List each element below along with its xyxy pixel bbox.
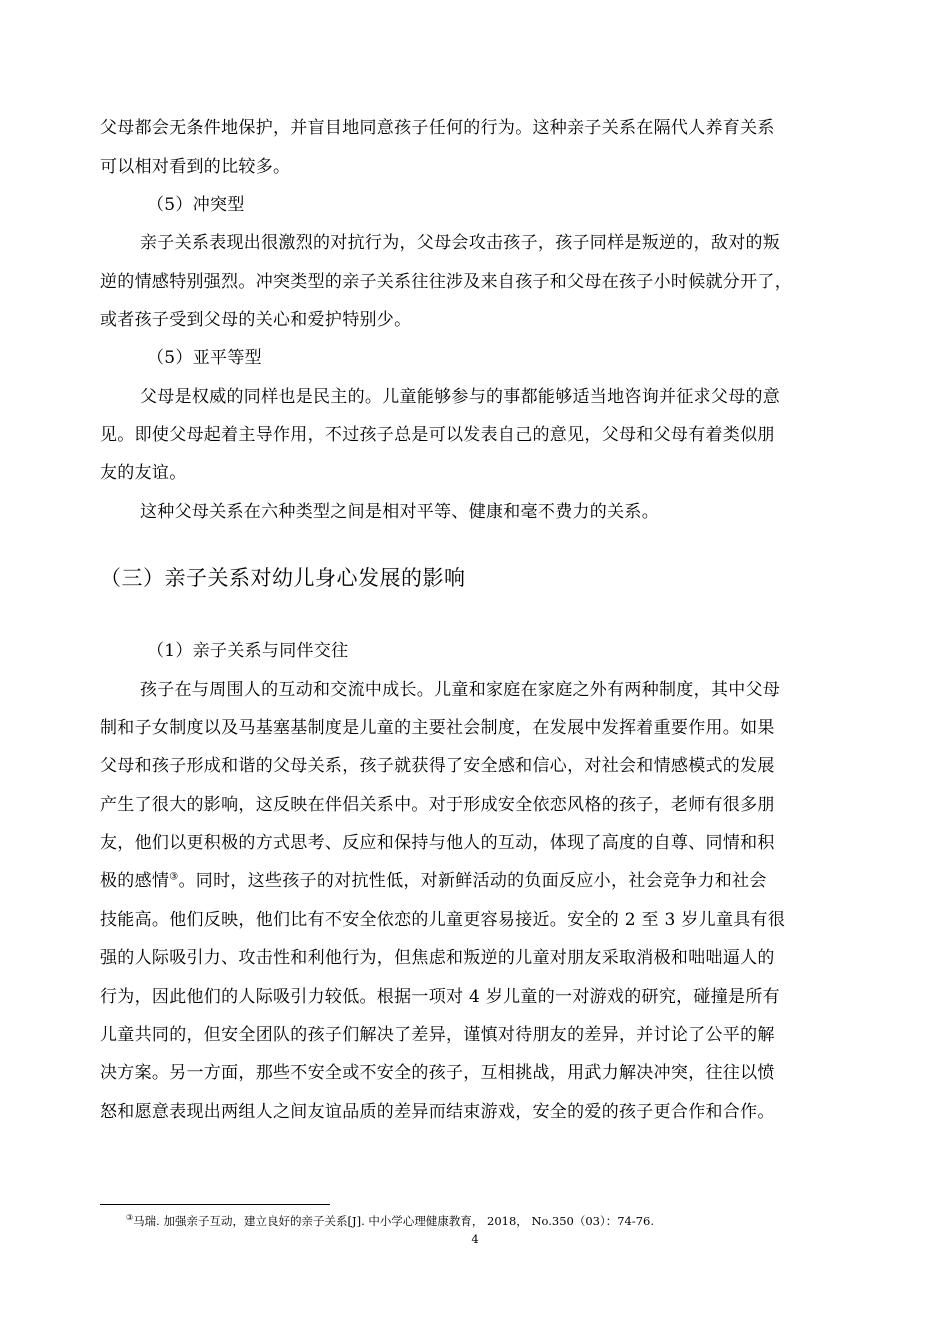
footnote-reference[interactable]: ③ [169,871,179,883]
paragraph-line: 亲子关系表现出很激烈的对抗行为，父母会攻击孩子，孩子同样是叛逆的，敌对的叛 [140,233,781,253]
subsection-title-peer: （1）亲子关系与同伴交往 [147,641,349,661]
paragraph-line: 父母和孩子形成和谐的父母关系，孩子就获得了安全感和信心，对社会和情感模式的发展 [100,756,775,776]
paragraph-line: 可以相对看到的比较多。 [100,157,291,177]
paragraph-line: 这种父母关系在六种类型之间是相对平等、健康和毫不费力的关系。 [140,502,659,522]
paragraph-line: 强的人际吸引力、攻击性和利他行为，但焦虑和叛逆的儿童对朋友采取消极和咄咄逼人的 [100,948,775,968]
footnote-marker: ③ [126,1213,134,1223]
paragraph-line: 行为，因此他们的人际吸引力较低。根据一项对 4 岁儿童的一对游戏的研究，碰撞是所有 [100,987,780,1007]
paragraph-line: 或者孩子受到父母的关心和爱护特别少。 [100,310,412,330]
subsection-title-equal: （5）亚平等型 [147,348,262,368]
page-number: 4 [471,1232,479,1246]
footnote-text: 马瑞. 加强亲子互动，建立良好的亲子关系[J]. 中小学心理健康教育， 2018， No.350（03）：74-76. [133,1214,655,1228]
paragraph-line: 怒和愿意表现出两组人之间友谊品质的差异而结束游戏，安全的爱的孩子更合作和合作。 [100,1102,775,1122]
paragraph-line: 产生了很大的影响，这反映在伴侣关系中。对于形成安全依恋风格的孩子，老师有很多朋 [100,795,775,815]
subsection-title-conflict: （5）冲突型 [147,195,245,215]
paragraph-line: 友的友谊。 [100,463,187,483]
paragraph-line: 父母是权威的同样也是民主的。儿童能够参与的事都能够适当地咨询并征求父母的意 [140,387,781,407]
paragraph-line [100,869,767,893]
paragraph-line: 友，他们以更积极的方式思考、反应和保持与他人的互动，体现了高度的自尊、同情和积 [100,833,775,853]
paragraph-line: 儿童共同的，但安全团队的孩子们解决了差异，谨慎对待朋友的差异，并讨论了公平的解 [100,1025,775,1045]
section-heading: （三）亲子关系对幼儿身心发展的影响 [100,566,466,590]
paragraph-line: 见。即使父母起着主导作用，不过孩子总是可以发表自己的意见，父母和父母有着类似朋 [100,425,775,445]
paragraph-line: 技能高。他们反映，他们比有不安全依恋的儿童更容易接近。安全的 2 至 3 岁儿童具有很 [100,910,786,930]
footnote [126,1213,654,1229]
text-run: 极的感情 [100,871,170,891]
paragraph-line: 决方案。另一方面，那些不安全或不安全的孩子，互相挑战，用武力解决冲突，往往以愤 [100,1063,775,1083]
text-run: 。同时，这些孩子的对抗性低，对新鲜活动的负面反应小，社会竞争力和社会 [178,871,767,891]
paragraph-line: 父母都会无条件地保护，并盲目地同意孩子任何的行为。这种亲子关系在隔代人养育关系 [100,118,775,138]
paragraph-line: 制和子女制度以及马基塞基制度是儿童的主要社会制度，在发展中发挥着重要作用。如果 [100,718,775,738]
footnote-separator [100,1204,330,1205]
paragraph-line: 逆的情感特别强烈。冲突类型的亲子关系往往涉及来自孩子和父母在孩子小时候就分开了， [100,272,792,292]
paragraph-line: 孩子在与周围人的互动和交流中成长。儿童和家庭在家庭之外有两种制度，其中父母 [140,680,781,700]
